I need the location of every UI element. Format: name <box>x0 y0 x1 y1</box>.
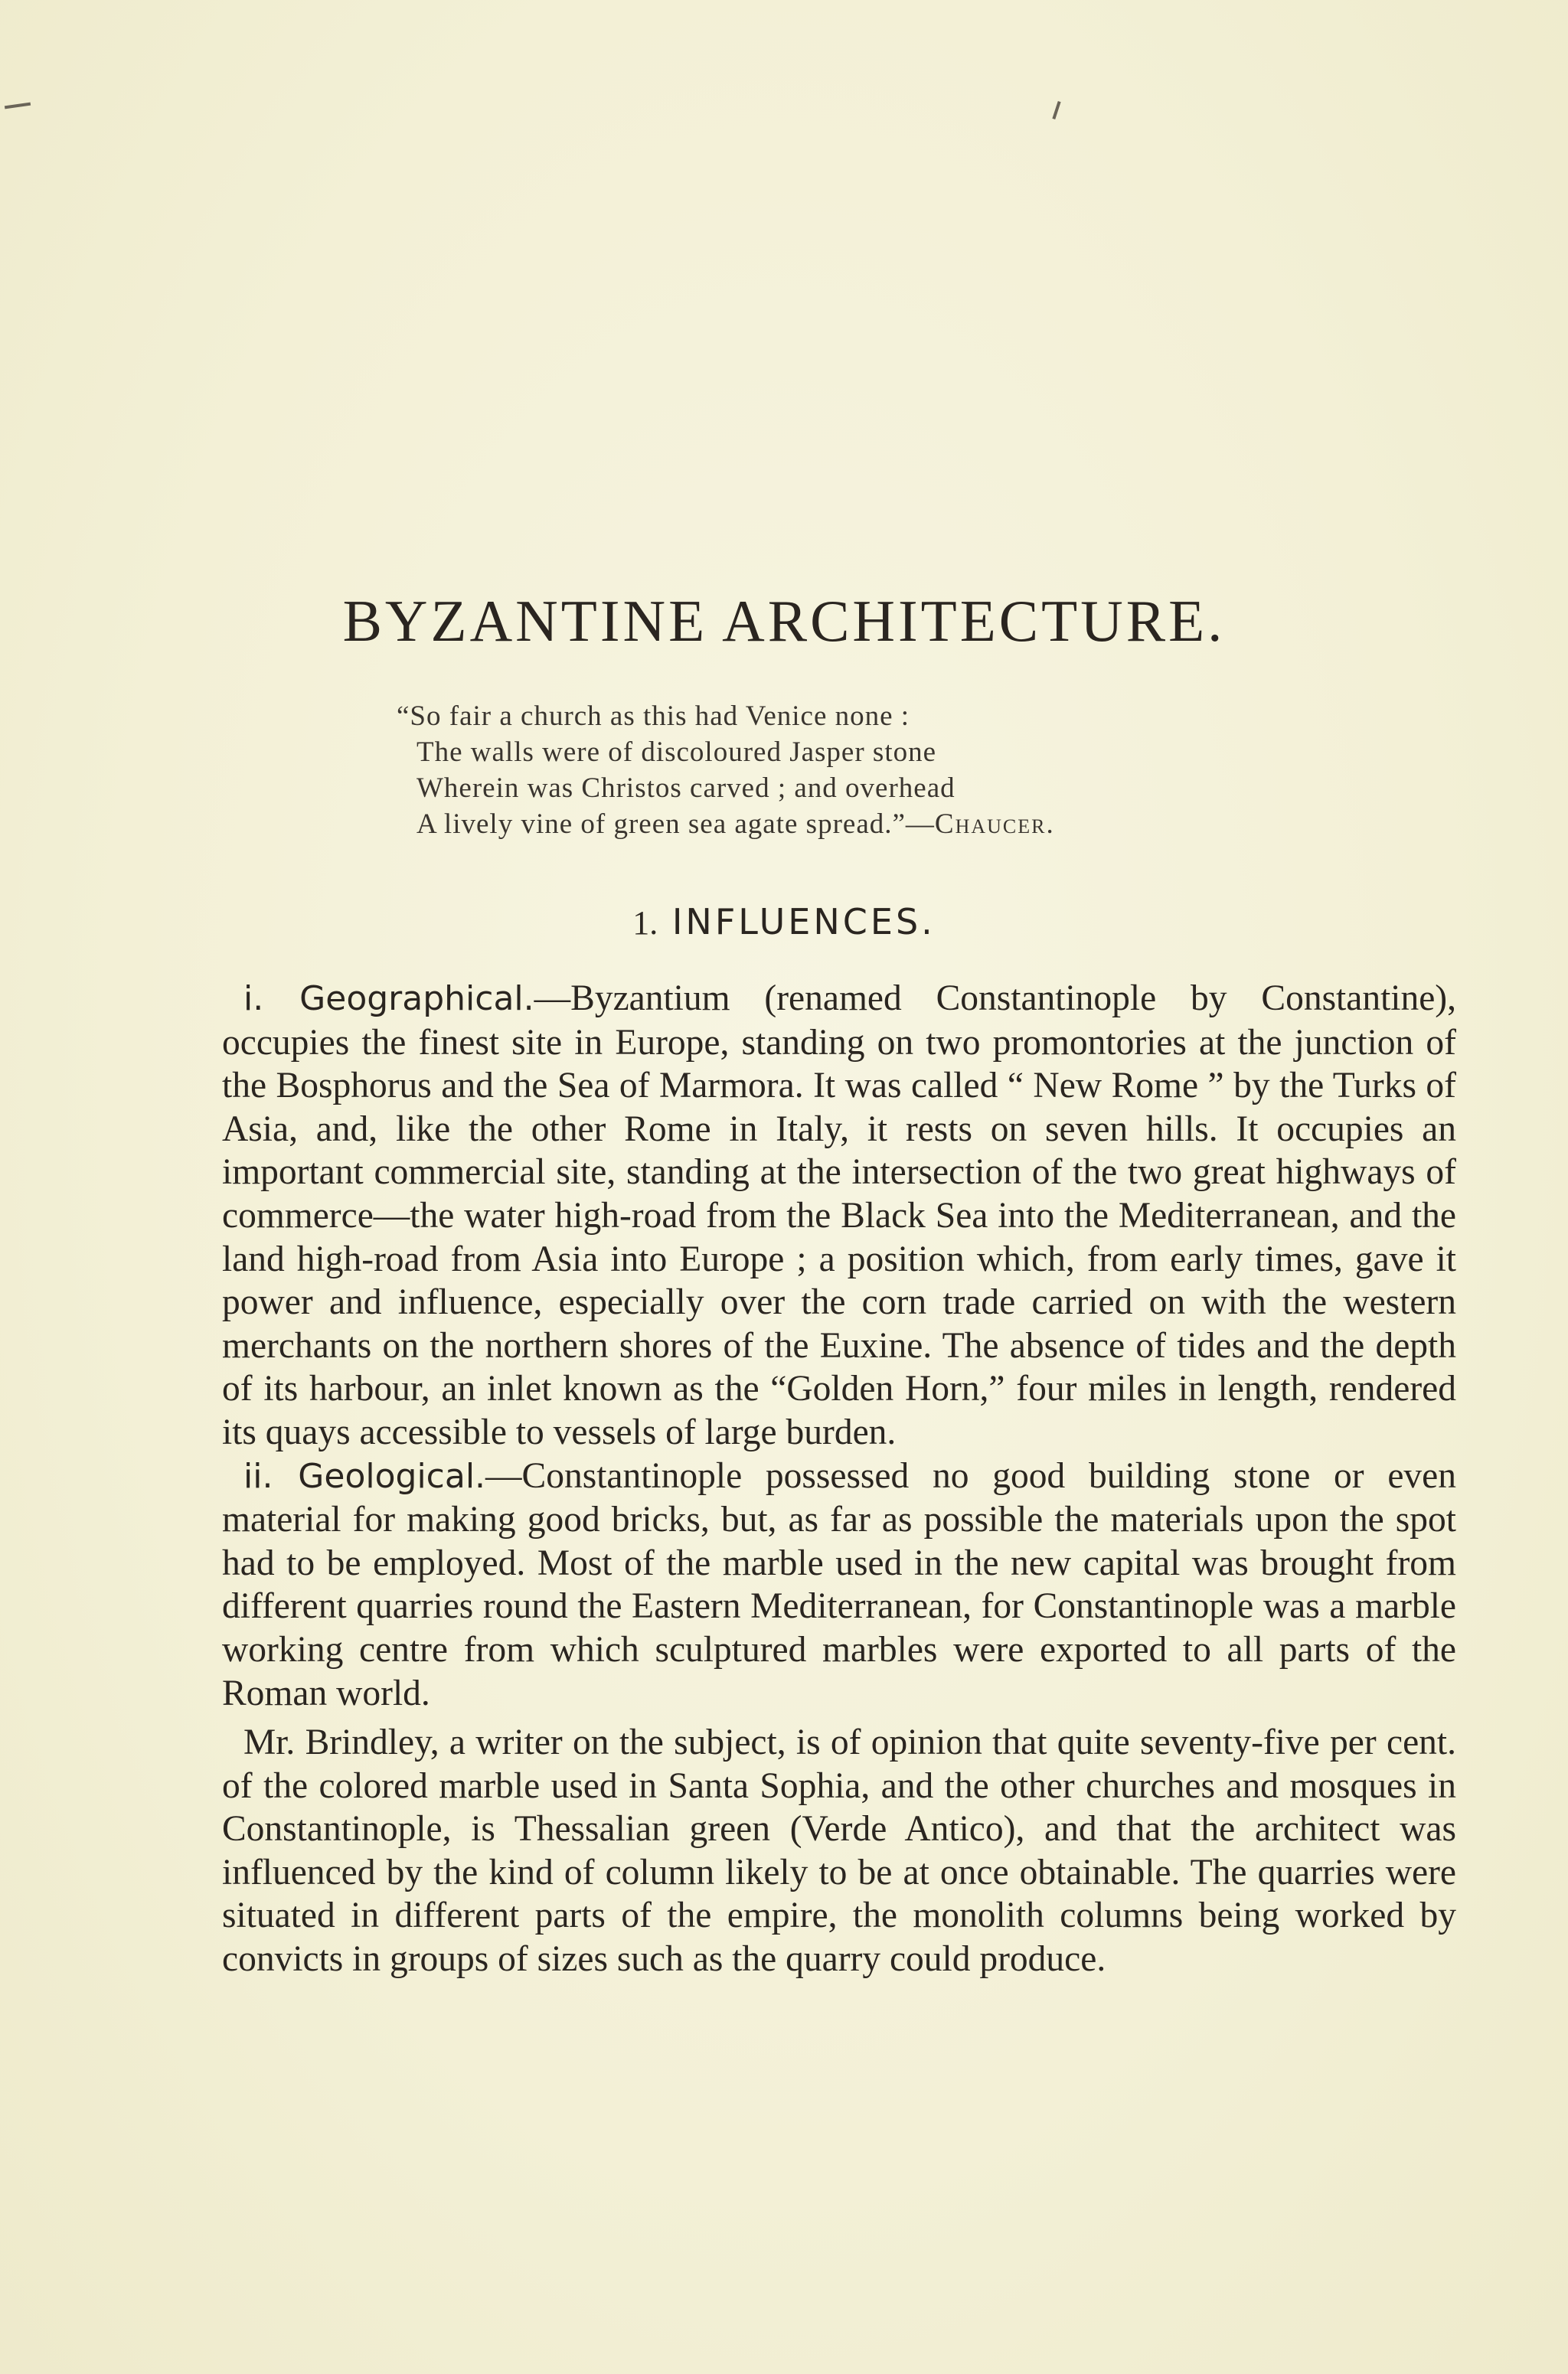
paragraph-geographical <box>222 977 1456 1455</box>
epigraph-line-1: “So fair a church as this had Venice none : <box>397 700 910 732</box>
epigraph-line-4-text: A lively vine of green sea agate spread.”— <box>416 808 935 840</box>
section-number: 1. <box>632 904 658 942</box>
body-text <box>222 977 1456 1981</box>
epigraph-line-4 <box>397 806 1315 842</box>
paragraph-text: Mr. Brindley, a writer on the subject, is of opinion that quite seventy-five per cent. of the colored marble used in Santa Sophia, and the other churches and mosques in Constantinople, is Thessalian green (Verde Antico), and that the architect was influenced by the kind of column likely to be at once obtainable. The quarries were situated in different parts of the empire, the monolith columns being worked by convicts in groups of sizes such as the quarry could produce. <box>222 1723 1456 1980</box>
ink-mark-left <box>5 103 31 109</box>
paragraph-lead: ii. Geological. <box>243 1456 486 1496</box>
epigraph <box>397 698 1315 842</box>
section-title: INFLUENCES. <box>671 901 936 942</box>
ink-mark-top <box>1052 101 1060 119</box>
paragraph-geological <box>222 1455 1456 1716</box>
page-title: BYZANTINE ARCHITECTURE. <box>342 588 1226 654</box>
section-heading <box>0 899 1568 946</box>
paragraph-text: —Byzantium (renamed Constantinople by Constantine), occupies the finest site in Europe, standing on two promontories at the junction of the Bosphorus and the Sea of Marmora. It was called “ New Rome ” by the Turks of Asia, and, like the other Rome in Italy, it rests on seven hills. It occupies an important commercial site, standing at the intersection of the two great highways of commerce—the water high-road from the Black Sea into the Mediterranean, and the land high-road from Asia into Europe ; a position which, from early times, gave it power and influence, especially over the corn trade carried on with the western merchants on the northern shores of the Euxine. The absence of tides and the depth of its harbour, an inlet known as the “Golden Horn,” four miles in length, rendered its quays accessible to vessels of large burden. <box>222 978 1456 1452</box>
epigraph-line-2: The walls were of discoloured Jasper stone <box>416 736 937 768</box>
paragraph-text: —Constantinople possessed no good building stone or even material for making good bricks, but, as far as possible the materials upon the spot had to be employed. Most of the marble used in the new capital was brought from different quarries round the Eastern Mediterranean, for Constantinople was a marble working centre from which sculptured marbles were exported to all parts of the Roman world. <box>222 1455 1456 1713</box>
paragraph-lead: i. Geographical. <box>243 979 534 1018</box>
epigraph-line-3: Wherein was Christos carved ; and overhead <box>416 772 956 804</box>
epigraph-attribution: Chaucer. <box>934 808 1055 840</box>
paragraph-brindley <box>222 1721 1456 1981</box>
